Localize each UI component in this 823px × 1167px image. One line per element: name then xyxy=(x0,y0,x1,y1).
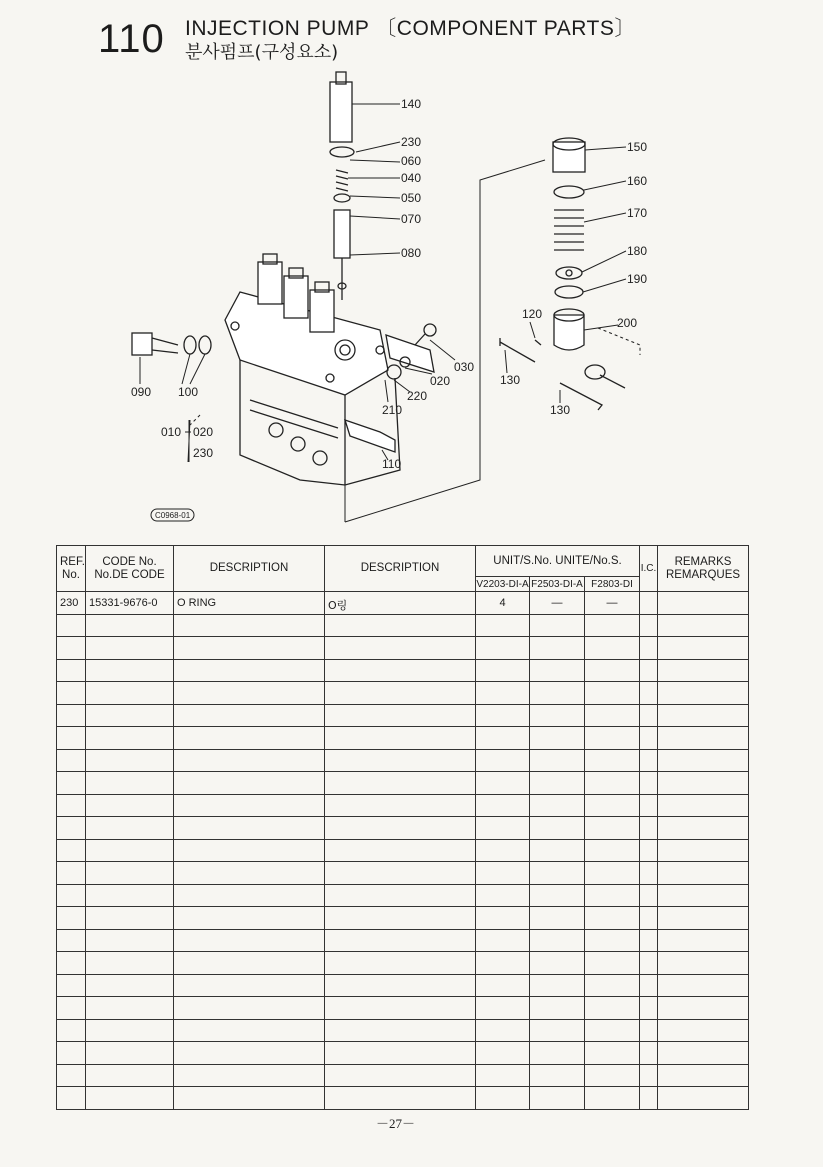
callout-170: 170 xyxy=(627,206,648,220)
empty-row xyxy=(57,1064,749,1087)
callout-140: 140 xyxy=(401,97,422,111)
section-number: 110 xyxy=(98,17,165,61)
tappet xyxy=(554,315,584,350)
delivery-valve xyxy=(334,210,350,258)
empty-row xyxy=(57,637,749,660)
valve-holder-1 xyxy=(258,262,282,304)
callout-130a: 130 xyxy=(500,373,521,387)
figure-code: C0968-01 xyxy=(155,511,191,520)
callout-020b: 020 xyxy=(193,425,214,439)
cell-qty-f2503: — xyxy=(530,592,585,615)
callout-130b: 130 xyxy=(550,403,571,417)
page-subtitle-korean: 분사펌프(구성요소) xyxy=(185,42,339,63)
callout-180: 180 xyxy=(627,244,648,258)
empty-row xyxy=(57,839,749,862)
callout-210: 210 xyxy=(382,403,403,417)
header-unit-f2503: F2503-DI-A xyxy=(531,578,583,590)
empty-row xyxy=(57,952,749,975)
callout-050: 050 xyxy=(401,191,422,205)
empty-row xyxy=(57,794,749,817)
empty-row xyxy=(57,1019,749,1042)
empty-row xyxy=(57,1042,749,1065)
callout-030: 030 xyxy=(454,360,475,374)
cell-code: 15331-9676-0 xyxy=(86,592,174,615)
empty-row xyxy=(57,907,749,930)
empty-row xyxy=(57,749,749,772)
callout-020: 020 xyxy=(430,374,451,388)
callout-080: 080 xyxy=(401,246,422,260)
callout-160: 160 xyxy=(627,174,648,188)
header-description-ko: DESCRIPTION xyxy=(325,546,476,592)
header-remarks: REMARKS REMARQUES xyxy=(658,546,749,592)
callout-090: 090 xyxy=(131,385,152,399)
delivery-valve-holder xyxy=(330,82,352,142)
valve-holder-3 xyxy=(310,290,334,332)
table-row xyxy=(57,592,749,615)
callout-200: 200 xyxy=(617,316,638,330)
empty-row xyxy=(57,817,749,840)
callout-110: 110 xyxy=(382,457,402,471)
callout-150: 150 xyxy=(627,140,648,154)
callout-040: 040 xyxy=(401,171,422,185)
valve-holder-2 xyxy=(284,276,308,318)
cell-description-ko: O링 xyxy=(325,592,476,615)
header-ref: REF. No. xyxy=(57,546,86,592)
header-description-en: DESCRIPTION xyxy=(174,546,325,592)
empty-row xyxy=(57,772,749,795)
callout-010: 010 xyxy=(161,425,182,439)
page-number: －27－ xyxy=(376,1116,416,1131)
header-code: CODE No. No.DE CODE xyxy=(86,546,174,592)
empty-row xyxy=(57,659,749,682)
cell-qty-f2803: — xyxy=(585,592,640,615)
callout-120: 120 xyxy=(522,307,543,321)
page-title: INJECTION PUMP 〔COMPONENT PARTS〕 xyxy=(185,17,636,40)
header-unit-f2803: F2803-DI xyxy=(585,577,640,592)
callout-100: 100 xyxy=(178,385,199,399)
callout-230: 230 xyxy=(401,135,422,149)
cell-description-en: O RING xyxy=(174,592,325,615)
empty-row xyxy=(57,682,749,705)
callout-220: 220 xyxy=(407,389,428,403)
empty-row xyxy=(57,884,749,907)
cell-ic xyxy=(640,592,658,615)
empty-row xyxy=(57,997,749,1020)
cell-ref: 230 xyxy=(57,592,86,615)
callout-070: 070 xyxy=(401,212,422,226)
cell-remarks xyxy=(658,592,749,615)
empty-row xyxy=(57,727,749,750)
callout-190: 190 xyxy=(627,272,648,286)
empty-row xyxy=(57,1087,749,1110)
empty-row xyxy=(57,862,749,885)
empty-row xyxy=(57,929,749,952)
header-unit-group: UNIT/S.No. UNITE/No.S. xyxy=(476,546,640,577)
parts-table xyxy=(56,545,749,1110)
header-unit-v2203: V2203-DI-A xyxy=(476,578,529,590)
plunger-cap xyxy=(553,142,585,172)
cell-qty-v2203: 4 xyxy=(476,592,530,615)
callout-230b: 230 xyxy=(193,446,214,460)
header-ic: I.C. xyxy=(640,546,658,592)
banjo-bolt xyxy=(132,333,152,355)
empty-row xyxy=(57,704,749,727)
empty-row xyxy=(57,614,749,637)
callout-060: 060 xyxy=(401,154,422,168)
empty-row xyxy=(57,974,749,997)
exploded-parts-diagram xyxy=(0,0,823,540)
